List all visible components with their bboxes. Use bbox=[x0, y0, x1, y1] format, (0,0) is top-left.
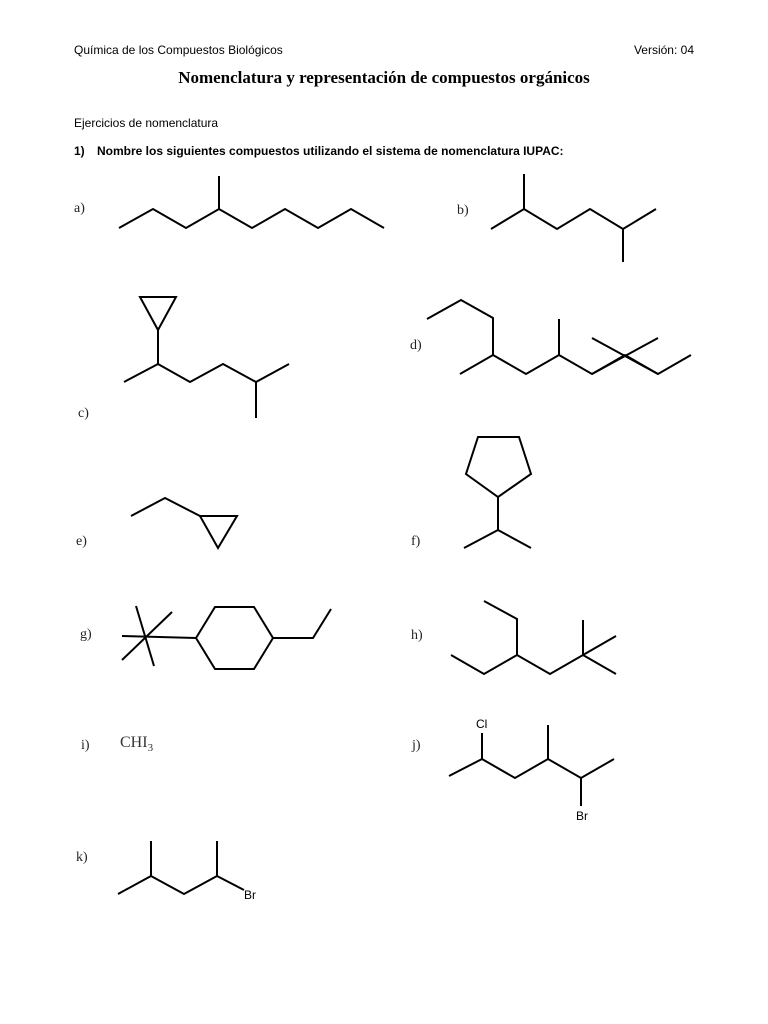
structure-h-chain bbox=[451, 655, 616, 674]
structure-k-atom-br: Br bbox=[244, 888, 256, 902]
structure-f-methyl-2 bbox=[498, 530, 531, 548]
structure-a bbox=[119, 176, 384, 228]
item-label-c: c) bbox=[78, 406, 89, 421]
structure-g-cyclohexyl bbox=[196, 607, 273, 669]
header-version: Versión: 04 bbox=[633, 43, 694, 57]
structure-j-chain bbox=[449, 759, 614, 778]
structure-g-ethyl bbox=[273, 609, 331, 638]
section-heading: Ejercicios de nomenclatura bbox=[74, 116, 219, 130]
header-course: Química de los Compuestos Biológicos bbox=[74, 43, 283, 57]
item-label-g: g) bbox=[80, 627, 92, 642]
structure-f-cyclopentyl bbox=[466, 437, 531, 497]
formula-i: $CHI_3$ bbox=[120, 734, 154, 755]
structure-h-ethyl bbox=[484, 601, 517, 655]
item-label-i: i) bbox=[81, 738, 90, 753]
structure-e bbox=[131, 498, 237, 548]
item-label-j: j) bbox=[412, 738, 421, 753]
item-label-e: e) bbox=[76, 534, 87, 549]
question-text: Nombre los siguientes compuestos utilizando el sistema de nomenclatura IUPAC: bbox=[97, 144, 564, 158]
structure-j-atom-cl: Cl bbox=[476, 717, 488, 731]
structure-k-chain bbox=[118, 876, 244, 894]
question-number: 1) bbox=[74, 144, 85, 158]
structure-c-cyclopropyl bbox=[140, 297, 176, 330]
structure-d bbox=[427, 300, 691, 374]
structure-e-cyclopropyl bbox=[200, 516, 237, 548]
structure-g bbox=[122, 606, 331, 669]
structure-g-tbu-1 bbox=[122, 636, 196, 638]
structure-f-methyl-1 bbox=[464, 530, 498, 548]
formula-i-text: CHI bbox=[120, 734, 148, 751]
structure-d-propyl bbox=[427, 300, 493, 355]
document-title: Nomenclatura y representación de compuestos orgánicos bbox=[178, 68, 590, 87]
structure-b-chain bbox=[491, 209, 656, 229]
item-label-k: k) bbox=[76, 850, 88, 865]
item-label-a: a) bbox=[74, 201, 85, 216]
structure-j bbox=[449, 717, 614, 823]
structure-a-chain bbox=[119, 209, 384, 228]
item-label-f: f) bbox=[411, 534, 421, 549]
structure-k bbox=[118, 841, 256, 902]
structure-c-chain bbox=[124, 364, 289, 382]
item-label-b: b) bbox=[457, 203, 469, 218]
structure-j-atom-br: Br bbox=[576, 809, 588, 823]
structure-b bbox=[491, 174, 656, 262]
structure-d-chain bbox=[460, 355, 691, 374]
item-label-d: d) bbox=[410, 338, 422, 353]
structure-f bbox=[464, 437, 531, 548]
structure-e-ethyl bbox=[131, 498, 200, 516]
item-label-h: h) bbox=[411, 628, 423, 643]
structure-c bbox=[124, 297, 289, 418]
structure-h-gem-2 bbox=[583, 636, 616, 655]
structure-h bbox=[451, 601, 616, 674]
